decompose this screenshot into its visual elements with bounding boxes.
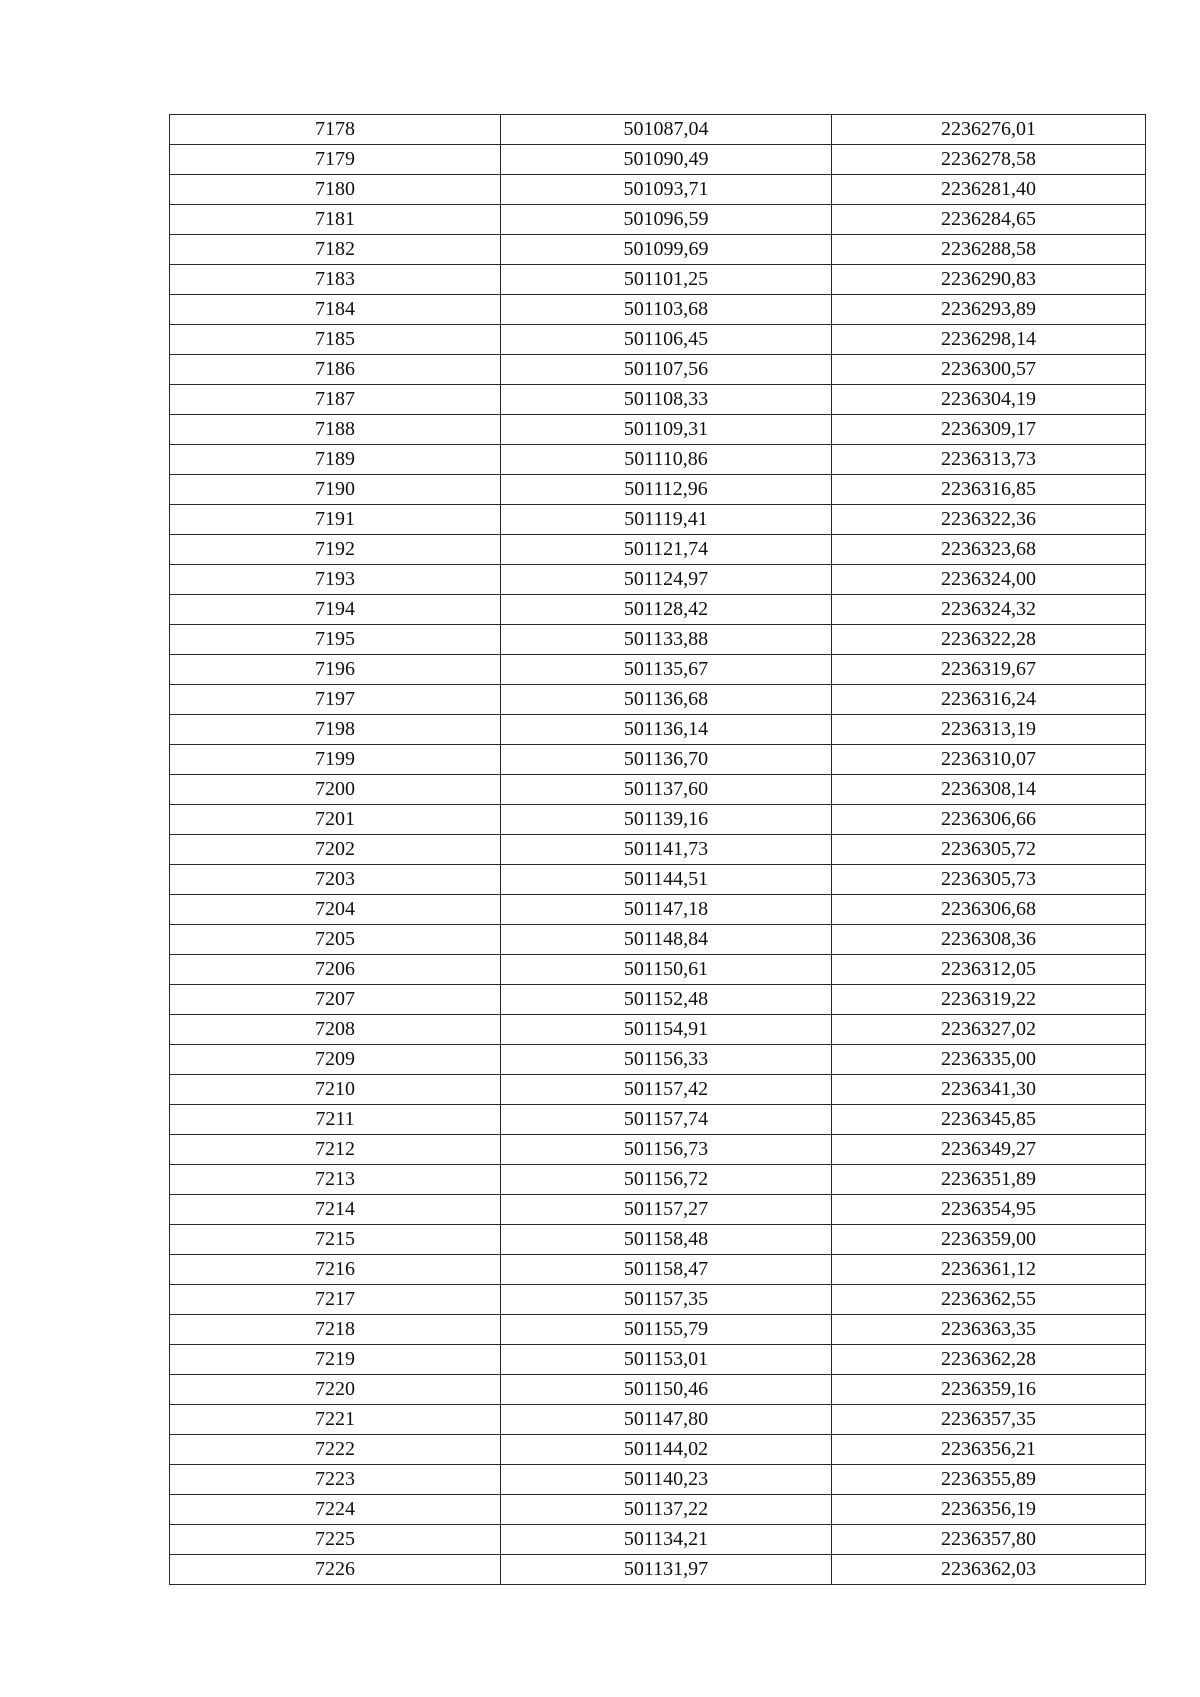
point-number-cell: 7201 [170, 805, 501, 835]
point-number-cell: 7223 [170, 1465, 501, 1495]
table-row [170, 295, 1146, 325]
y-coordinate-cell: 2236356,19 [832, 1495, 1146, 1525]
x-coordinate-cell: 501158,48 [501, 1225, 832, 1255]
x-coordinate-cell: 501137,60 [501, 775, 832, 805]
y-coordinate-cell: 2236305,73 [832, 865, 1146, 895]
x-coordinate-cell: 501136,70 [501, 745, 832, 775]
x-coordinate-cell: 501156,72 [501, 1165, 832, 1195]
y-coordinate-cell: 2236322,36 [832, 505, 1146, 535]
point-number-cell: 7187 [170, 385, 501, 415]
y-coordinate-cell: 2236312,05 [832, 955, 1146, 985]
table-row [170, 115, 1146, 145]
point-number-cell: 7188 [170, 415, 501, 445]
table-row [170, 835, 1146, 865]
x-coordinate-cell: 501121,74 [501, 535, 832, 565]
table-row [170, 565, 1146, 595]
table-row [170, 1285, 1146, 1315]
y-coordinate-cell: 2236357,35 [832, 1405, 1146, 1435]
table-row [170, 1525, 1146, 1555]
y-coordinate-cell: 2236363,35 [832, 1315, 1146, 1345]
y-coordinate-cell: 2236306,66 [832, 805, 1146, 835]
point-number-cell: 7220 [170, 1375, 501, 1405]
y-coordinate-cell: 2236349,27 [832, 1135, 1146, 1165]
table-row [170, 865, 1146, 895]
y-coordinate-cell: 2236362,03 [832, 1555, 1146, 1585]
table-row [170, 1465, 1146, 1495]
y-coordinate-cell: 2236313,19 [832, 715, 1146, 745]
point-number-cell: 7213 [170, 1165, 501, 1195]
y-coordinate-cell: 2236327,02 [832, 1015, 1146, 1045]
table-row [170, 175, 1146, 205]
x-coordinate-cell: 501136,14 [501, 715, 832, 745]
table-row [170, 1255, 1146, 1285]
x-coordinate-cell: 501154,91 [501, 1015, 832, 1045]
table-row [170, 415, 1146, 445]
table-row [170, 1345, 1146, 1375]
x-coordinate-cell: 501152,48 [501, 985, 832, 1015]
table-row [170, 1105, 1146, 1135]
x-coordinate-cell: 501119,41 [501, 505, 832, 535]
x-coordinate-cell: 501096,59 [501, 205, 832, 235]
y-coordinate-cell: 2236309,17 [832, 415, 1146, 445]
point-number-cell: 7181 [170, 205, 501, 235]
table-row [170, 475, 1146, 505]
x-coordinate-cell: 501110,86 [501, 445, 832, 475]
y-coordinate-cell: 2236335,00 [832, 1045, 1146, 1075]
table-row [170, 775, 1146, 805]
point-number-cell: 7206 [170, 955, 501, 985]
table-row [170, 1045, 1146, 1075]
y-coordinate-cell: 2236293,89 [832, 295, 1146, 325]
point-number-cell: 7186 [170, 355, 501, 385]
x-coordinate-cell: 501156,73 [501, 1135, 832, 1165]
y-coordinate-cell: 2236288,58 [832, 235, 1146, 265]
point-number-cell: 7222 [170, 1435, 501, 1465]
table-row [170, 1225, 1146, 1255]
table-row [170, 1495, 1146, 1525]
point-number-cell: 7189 [170, 445, 501, 475]
point-number-cell: 7199 [170, 745, 501, 775]
table-row [170, 805, 1146, 835]
x-coordinate-cell: 501157,27 [501, 1195, 832, 1225]
x-coordinate-cell: 501144,51 [501, 865, 832, 895]
y-coordinate-cell: 2236345,85 [832, 1105, 1146, 1135]
point-number-cell: 7195 [170, 625, 501, 655]
table-row [170, 445, 1146, 475]
point-number-cell: 7180 [170, 175, 501, 205]
point-number-cell: 7196 [170, 655, 501, 685]
table-row [170, 505, 1146, 535]
x-coordinate-cell: 501157,42 [501, 1075, 832, 1105]
x-coordinate-cell: 501148,84 [501, 925, 832, 955]
table-row [170, 1075, 1146, 1105]
point-number-cell: 7212 [170, 1135, 501, 1165]
table-row [170, 595, 1146, 625]
y-coordinate-cell: 2236304,19 [832, 385, 1146, 415]
point-number-cell: 7184 [170, 295, 501, 325]
x-coordinate-cell: 501134,21 [501, 1525, 832, 1555]
x-coordinate-cell: 501156,33 [501, 1045, 832, 1075]
point-number-cell: 7226 [170, 1555, 501, 1585]
x-coordinate-cell: 501108,33 [501, 385, 832, 415]
x-coordinate-cell: 501150,61 [501, 955, 832, 985]
y-coordinate-cell: 2236341,30 [832, 1075, 1146, 1105]
x-coordinate-cell: 501112,96 [501, 475, 832, 505]
point-number-cell: 7205 [170, 925, 501, 955]
point-number-cell: 7183 [170, 265, 501, 295]
table-row [170, 955, 1146, 985]
y-coordinate-cell: 2236308,14 [832, 775, 1146, 805]
y-coordinate-cell: 2236357,80 [832, 1525, 1146, 1555]
table-row [170, 655, 1146, 685]
point-number-cell: 7221 [170, 1405, 501, 1435]
table-row [170, 745, 1146, 775]
point-number-cell: 7225 [170, 1525, 501, 1555]
table-row [170, 985, 1146, 1015]
y-coordinate-cell: 2236319,22 [832, 985, 1146, 1015]
point-number-cell: 7192 [170, 535, 501, 565]
point-number-cell: 7211 [170, 1105, 501, 1135]
x-coordinate-cell: 501131,97 [501, 1555, 832, 1585]
y-coordinate-cell: 2236276,01 [832, 115, 1146, 145]
point-number-cell: 7200 [170, 775, 501, 805]
table-row [170, 535, 1146, 565]
point-number-cell: 7210 [170, 1075, 501, 1105]
y-coordinate-cell: 2236300,57 [832, 355, 1146, 385]
x-coordinate-cell: 501124,97 [501, 565, 832, 595]
x-coordinate-cell: 501133,88 [501, 625, 832, 655]
x-coordinate-cell: 501109,31 [501, 415, 832, 445]
table-row [170, 685, 1146, 715]
y-coordinate-cell: 2236355,89 [832, 1465, 1146, 1495]
point-number-cell: 7182 [170, 235, 501, 265]
point-number-cell: 7217 [170, 1285, 501, 1315]
point-number-cell: 7185 [170, 325, 501, 355]
y-coordinate-cell: 2236284,65 [832, 205, 1146, 235]
x-coordinate-cell: 501155,79 [501, 1315, 832, 1345]
y-coordinate-cell: 2236359,00 [832, 1225, 1146, 1255]
y-coordinate-cell: 2236310,07 [832, 745, 1146, 775]
y-coordinate-cell: 2236361,12 [832, 1255, 1146, 1285]
point-number-cell: 7216 [170, 1255, 501, 1285]
y-coordinate-cell: 2236322,28 [832, 625, 1146, 655]
x-coordinate-cell: 501158,47 [501, 1255, 832, 1285]
point-number-cell: 7215 [170, 1225, 501, 1255]
x-coordinate-cell: 501090,49 [501, 145, 832, 175]
table-row [170, 235, 1146, 265]
x-coordinate-cell: 501153,01 [501, 1345, 832, 1375]
point-number-cell: 7207 [170, 985, 501, 1015]
point-number-cell: 7179 [170, 145, 501, 175]
x-coordinate-cell: 501087,04 [501, 115, 832, 145]
point-number-cell: 7197 [170, 685, 501, 715]
point-number-cell: 7198 [170, 715, 501, 745]
table-row [170, 1015, 1146, 1045]
point-number-cell: 7194 [170, 595, 501, 625]
table-row [170, 1135, 1146, 1165]
table-row [170, 145, 1146, 175]
point-number-cell: 7218 [170, 1315, 501, 1345]
point-number-cell: 7208 [170, 1015, 501, 1045]
x-coordinate-cell: 501157,74 [501, 1105, 832, 1135]
y-coordinate-cell: 2236313,73 [832, 445, 1146, 475]
table-row [170, 1435, 1146, 1465]
y-coordinate-cell: 2236290,83 [832, 265, 1146, 295]
x-coordinate-cell: 501107,56 [501, 355, 832, 385]
y-coordinate-cell: 2236362,55 [832, 1285, 1146, 1315]
y-coordinate-cell: 2236298,14 [832, 325, 1146, 355]
point-number-cell: 7178 [170, 115, 501, 145]
y-coordinate-cell: 2236306,68 [832, 895, 1146, 925]
y-coordinate-cell: 2236278,58 [832, 145, 1146, 175]
y-coordinate-cell: 2236324,00 [832, 565, 1146, 595]
x-coordinate-cell: 501136,68 [501, 685, 832, 715]
table-row [170, 1195, 1146, 1225]
table-row [170, 355, 1146, 385]
table-row [170, 925, 1146, 955]
x-coordinate-cell: 501141,73 [501, 835, 832, 865]
y-coordinate-cell: 2236319,67 [832, 655, 1146, 685]
point-number-cell: 7190 [170, 475, 501, 505]
point-number-cell: 7224 [170, 1495, 501, 1525]
y-coordinate-cell: 2236362,28 [832, 1345, 1146, 1375]
table-row [170, 715, 1146, 745]
x-coordinate-cell: 501101,25 [501, 265, 832, 295]
table-row [170, 1375, 1146, 1405]
point-number-cell: 7203 [170, 865, 501, 895]
y-coordinate-cell: 2236356,21 [832, 1435, 1146, 1465]
x-coordinate-cell: 501140,23 [501, 1465, 832, 1495]
x-coordinate-cell: 501147,18 [501, 895, 832, 925]
x-coordinate-cell: 501106,45 [501, 325, 832, 355]
x-coordinate-cell: 501103,68 [501, 295, 832, 325]
x-coordinate-cell: 501147,80 [501, 1405, 832, 1435]
y-coordinate-cell: 2236308,36 [832, 925, 1146, 955]
y-coordinate-cell: 2236281,40 [832, 175, 1146, 205]
y-coordinate-cell: 2236323,68 [832, 535, 1146, 565]
x-coordinate-cell: 501135,67 [501, 655, 832, 685]
point-number-cell: 7193 [170, 565, 501, 595]
table-row [170, 205, 1146, 235]
point-number-cell: 7202 [170, 835, 501, 865]
table-row [170, 265, 1146, 295]
table-row [170, 1555, 1146, 1585]
x-coordinate-cell: 501144,02 [501, 1435, 832, 1465]
coordinates-table [169, 114, 1146, 1585]
point-number-cell: 7219 [170, 1345, 501, 1375]
y-coordinate-cell: 2236324,32 [832, 595, 1146, 625]
x-coordinate-cell: 501150,46 [501, 1375, 832, 1405]
x-coordinate-cell: 501128,42 [501, 595, 832, 625]
y-coordinate-cell: 2236354,95 [832, 1195, 1146, 1225]
y-coordinate-cell: 2236316,24 [832, 685, 1146, 715]
table-row [170, 385, 1146, 415]
y-coordinate-cell: 2236359,16 [832, 1375, 1146, 1405]
x-coordinate-cell: 501093,71 [501, 175, 832, 205]
x-coordinate-cell: 501139,16 [501, 805, 832, 835]
y-coordinate-cell: 2236351,89 [832, 1165, 1146, 1195]
x-coordinate-cell: 501137,22 [501, 1495, 832, 1525]
table-row [170, 625, 1146, 655]
table-row [170, 1165, 1146, 1195]
point-number-cell: 7209 [170, 1045, 501, 1075]
point-number-cell: 7204 [170, 895, 501, 925]
table-row [170, 325, 1146, 355]
table-row [170, 1315, 1146, 1345]
table-row [170, 1405, 1146, 1435]
table-row [170, 895, 1146, 925]
point-number-cell: 7214 [170, 1195, 501, 1225]
coordinates-table-body [170, 115, 1146, 1585]
x-coordinate-cell: 501099,69 [501, 235, 832, 265]
x-coordinate-cell: 501157,35 [501, 1285, 832, 1315]
point-number-cell: 7191 [170, 505, 501, 535]
y-coordinate-cell: 2236316,85 [832, 475, 1146, 505]
y-coordinate-cell: 2236305,72 [832, 835, 1146, 865]
